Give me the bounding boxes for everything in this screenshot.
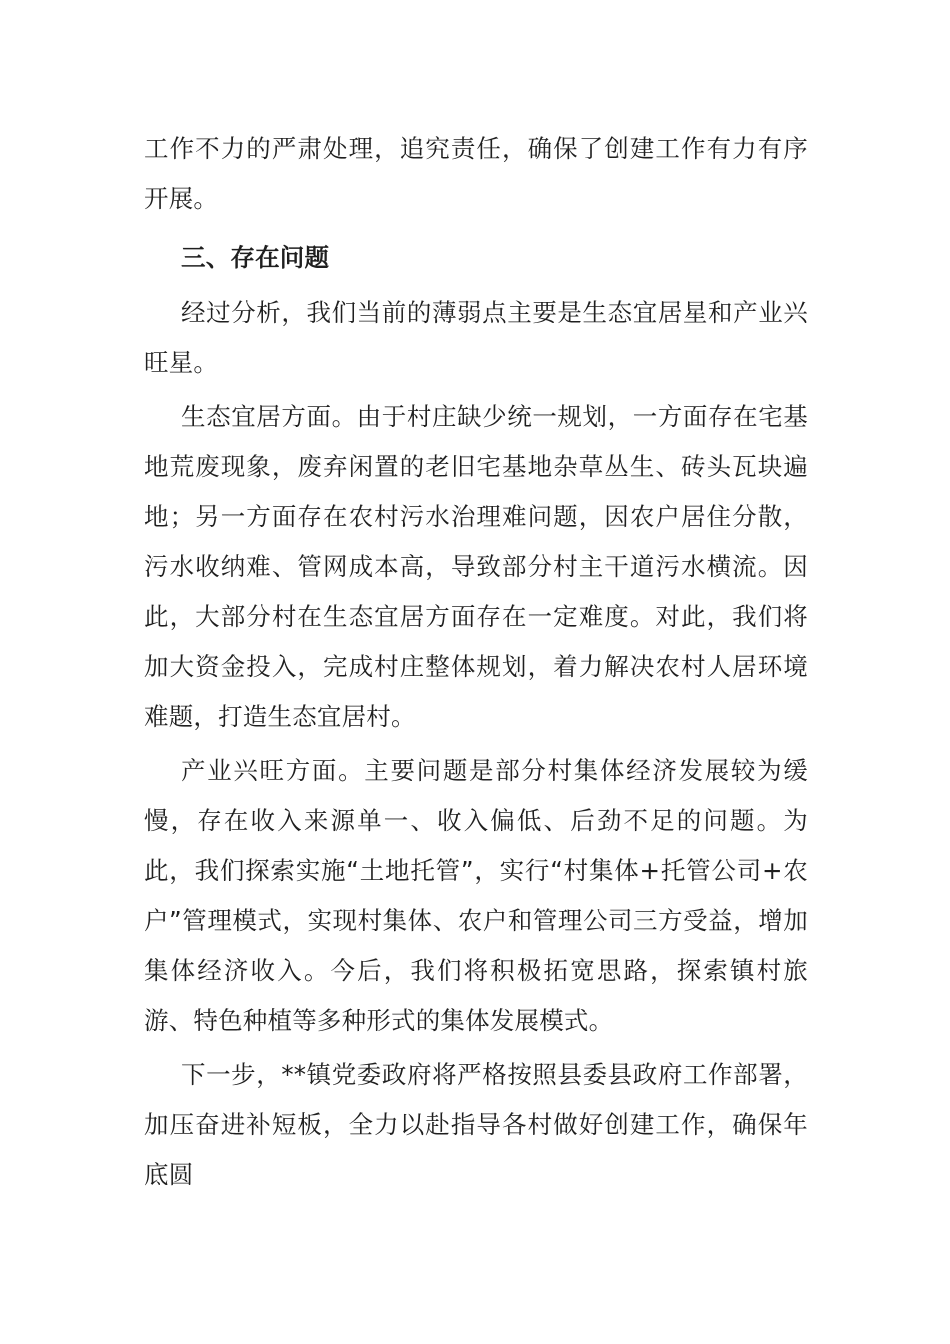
paragraph-industry: 产业兴旺方面。主要问题是部分村集体经济发展较为缓慢，存在收入来源单一、收入偏低、后劲不足的问题。为此，我们探索实施“土地托管”，实行“村集体+托管公司+农户”管理模式，实现村集体、农户和管理公司三方受益，增加集体经济收入。今后，我们将积极拓宽思路，探索镇村旅游、特色种植等多种形式的集体发展模式。 bbox=[144, 756, 808, 1035]
paragraph-continuation: 工作不力的严肃处理，追究责任，确保了创建工作有力有序开展。 bbox=[144, 134, 808, 213]
paragraph-next-step: 下一步，**镇党委政府将严格按照县委县政府工作部署，加压奋进补短板，全力以赴指导各村做好创建工作，确保年底圆 bbox=[144, 1060, 808, 1189]
document-body bbox=[144, 124, 808, 1200]
paragraph-ecology: 生态宜居方面。由于村庄缺少统一规划，一方面存在宅基地荒废现象，废弃闲置的老旧宅基地杂草丛生、砖头瓦块遍地；另一方面存在农村污水治理难问题，因农户居住分散，污水收纳难、管网成本高，导致部分村主干道污水横流。因此，大部分村在生态宜居方面存在一定难度。对此，我们将加大资金投入，完成村庄整体规划，着力解决农村人居环境难题，打造生态宜居村。 bbox=[144, 402, 808, 731]
paragraph-gap bbox=[144, 224, 808, 228]
paragraph-summary: 经过分析，我们当前的薄弱点主要是生态宜居星和产业兴旺星。 bbox=[144, 298, 808, 377]
section-heading: 三、存在问题 bbox=[181, 243, 330, 272]
